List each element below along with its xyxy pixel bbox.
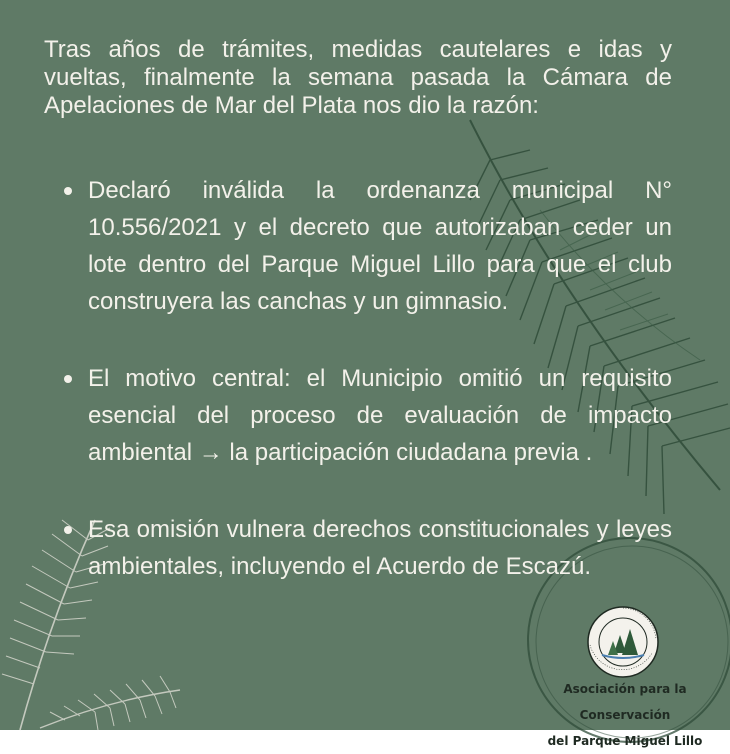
organization-name (535, 676, 715, 754)
organization-name-line2: del Parque Miguel Lillo (547, 734, 703, 748)
bullet-text: El motivo central: el Municipio omitió un requisito esencial del proceso de evaluación de impacto ambiental → la participación ciudadana previa . (88, 365, 672, 466)
organization-logo (535, 590, 725, 748)
tree-seal-icon (586, 605, 660, 679)
organization-name-line1: Asociación para la Conservación (563, 682, 687, 722)
bullet-dot-icon (64, 187, 72, 195)
bullet-text: Declaró inválida la ordenanza municipal N° 10.556/2021 y el decreto que autorizaban ceder un lote dentro del Parque Miguel Lillo para que el club construyera las canchas y un gimnasio. (88, 177, 672, 315)
bullet-text: Esa omisión vulnera derechos constitucionales y leyes ambientales, incluyendo el Acuerdo de Escazú. (88, 516, 672, 580)
bullet-dot-icon (64, 526, 72, 534)
bullet-dot-icon (64, 375, 72, 383)
bullet-item (62, 172, 672, 320)
intro-paragraph: Tras años de trámites, medidas cautelares e idas y vueltas, finalmente la semana pasada la Cámara de Apelaciones de Mar del Plata nos dio la razón: (44, 36, 672, 119)
bullet-item (62, 360, 672, 471)
bullet-list (62, 172, 672, 625)
bullet-item (62, 511, 672, 585)
